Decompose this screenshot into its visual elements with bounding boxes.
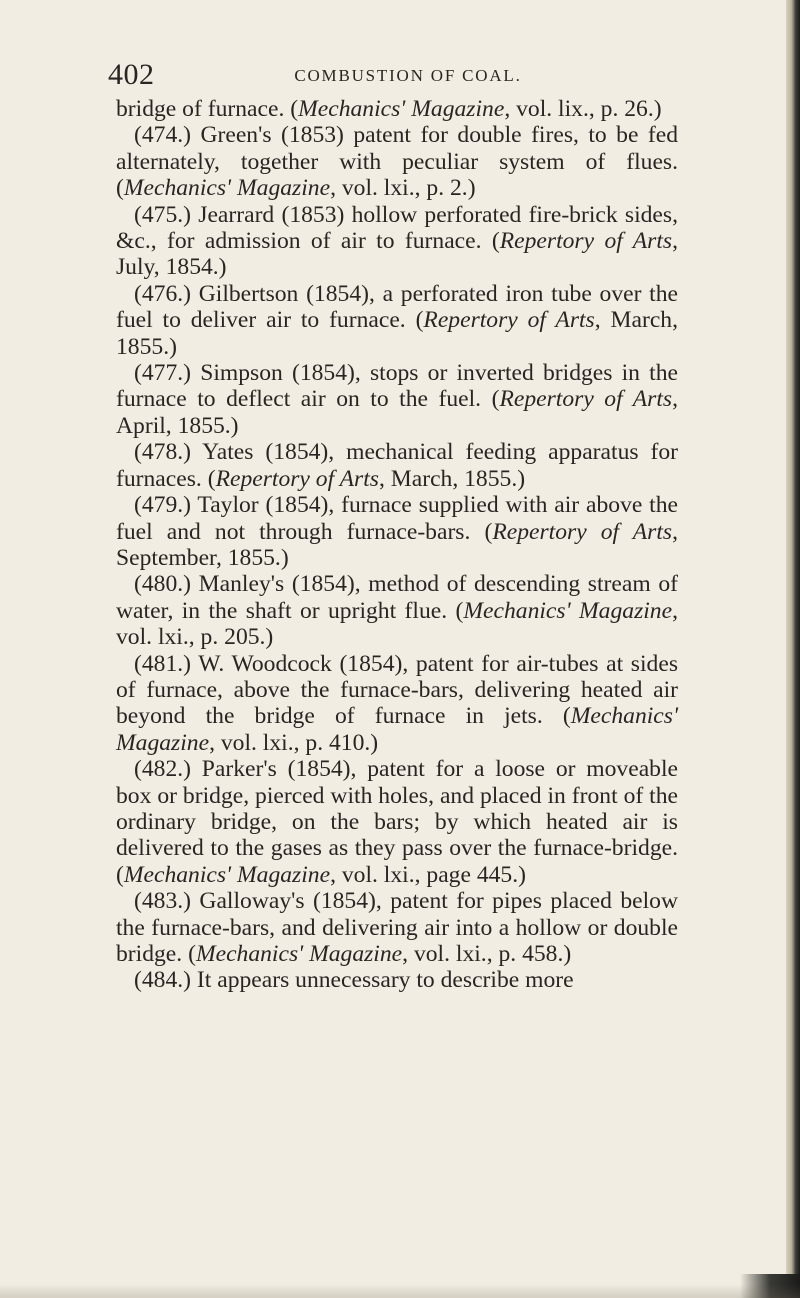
paragraph [116, 651, 678, 757]
reference-detail: , vol. lxi., p. 205.) [116, 597, 678, 651]
reference-open: ( [491, 228, 500, 255]
reference-detail: , vol. lxi., page 445.) [330, 861, 526, 888]
paragraph-text: It appears unnecessary to describe more [191, 967, 574, 994]
paragraph [116, 967, 678, 993]
page-edge [786, 0, 800, 1298]
reference-title: Mechanics' Magazine [463, 597, 673, 624]
paragraph-text: Parker's (1854), patent for a loose or moveable box or bridge, pierced with holes, and placed in front of the ordinary bridge, on the bars; by which heated air is delivered to the gases as they pass over the furnace-bridge. [116, 756, 678, 862]
reference-title: Repertory of Arts [492, 518, 673, 545]
reference-title: Mechanics' Magazine [123, 175, 331, 202]
paragraph-number: (481.) [134, 650, 192, 677]
reference-open: ( [116, 861, 124, 888]
paragraph-text: bridge of furnace. [116, 96, 291, 122]
paragraph [116, 281, 678, 360]
paragraph-number: (484.) [134, 967, 192, 994]
paragraph [116, 571, 678, 650]
paragraph-text: Jearrard (1853) hollow perforated fire-brick sides, &c., for admission of air to furnace. [116, 201, 678, 255]
bottom-shadow [0, 1284, 800, 1298]
paragraph-number: (474.) [134, 122, 192, 149]
reference-open: ( [455, 597, 464, 624]
reference-title: Mechanics' Magazine [116, 703, 678, 756]
reference-open: ( [484, 518, 493, 545]
reference-detail: , vol. lxi., p. 2.) [330, 175, 476, 202]
paragraph [116, 96, 678, 122]
paragraph-text: Galloway's (1854), patent for pipes placed below the furnace-bars, and delivering air into a hollow or double bridge. [116, 888, 678, 967]
reference-title: Repertory of Arts [499, 386, 673, 413]
reference-title: Mechanics' Magazine [195, 941, 403, 967]
paragraph [116, 360, 678, 439]
paragraph-number: (480.) [134, 571, 192, 598]
page-header [108, 58, 668, 91]
paragraph-number: (479.) [134, 492, 192, 519]
reference-title: Repertory of Arts [423, 307, 595, 334]
reference-open: ( [188, 941, 196, 967]
reference-title: Repertory of Arts [499, 228, 673, 255]
paragraph-text: Green's (1853) patent for double fires, to be fed alternately, together with peculiar system of flues. [116, 122, 678, 175]
paragraph-number: (476.) [134, 280, 192, 307]
reference-open: ( [562, 703, 571, 730]
running-head: COMBUSTION OF COAL. [294, 66, 522, 85]
paragraph [116, 122, 678, 201]
reference-title: Mechanics' Magazine [123, 861, 331, 888]
reference-detail: , vol. lxi., p. 458.) [402, 941, 572, 967]
reference-detail: , vol. lix., p. 26.) [504, 96, 662, 122]
reference-detail: , March, 1855.) [378, 465, 526, 492]
paragraph [116, 492, 678, 571]
reference-open: ( [290, 96, 299, 122]
paragraph-text: Manley's (1854), method of descending stream of water, in the shaft or upright flue. [116, 571, 678, 624]
reference-open: ( [116, 175, 124, 202]
paragraph [116, 202, 678, 281]
paragraph [116, 756, 678, 888]
paragraph-number: (478.) [134, 439, 192, 466]
body-text [116, 96, 678, 994]
reference-open: ( [491, 386, 500, 413]
paragraph-text: Yates (1854), mechanical feeding apparatus for furnaces. [116, 439, 678, 492]
reference-detail: , September, 1855.) [116, 518, 678, 571]
reference-open: ( [207, 465, 216, 492]
reference-detail: , April, 1855.) [116, 386, 678, 439]
paragraph-number: (482.) [134, 756, 192, 783]
paragraph-text: Taylor (1854), furnace supplied with air above the fuel and not through furnace-bars. [116, 492, 678, 545]
paragraph-text: Simpson (1854), stops or inverted bridges in the furnace to deflect air on to the fuel. [116, 360, 678, 413]
reference-open: ( [415, 307, 424, 334]
paragraph [116, 439, 678, 492]
paragraph-number: (475.) [134, 201, 192, 228]
paragraph [116, 888, 678, 967]
reference-detail: , vol. lxi., p. 410.) [209, 729, 379, 756]
reference-title: Mechanics' Magazine [298, 96, 505, 122]
paragraph-text: W. Woodcock (1854), patent for air-tubes at sides of furnace, above the furnace-bars, delivering heated air beyond the bridge of furnace in jets. [116, 650, 678, 730]
paragraph-number: (477.) [134, 360, 192, 387]
paragraph-text: Gilbertson (1854), a perforated iron tube over the fuel to deliver air to furnace. [116, 280, 678, 334]
reference-title: Repertory of Arts [215, 465, 379, 492]
reference-detail: , July, 1854.) [116, 228, 678, 281]
paragraph-number: (483.) [134, 888, 192, 915]
page-number: 402 [108, 58, 155, 91]
reference-detail: , March, 1855.) [116, 307, 678, 360]
